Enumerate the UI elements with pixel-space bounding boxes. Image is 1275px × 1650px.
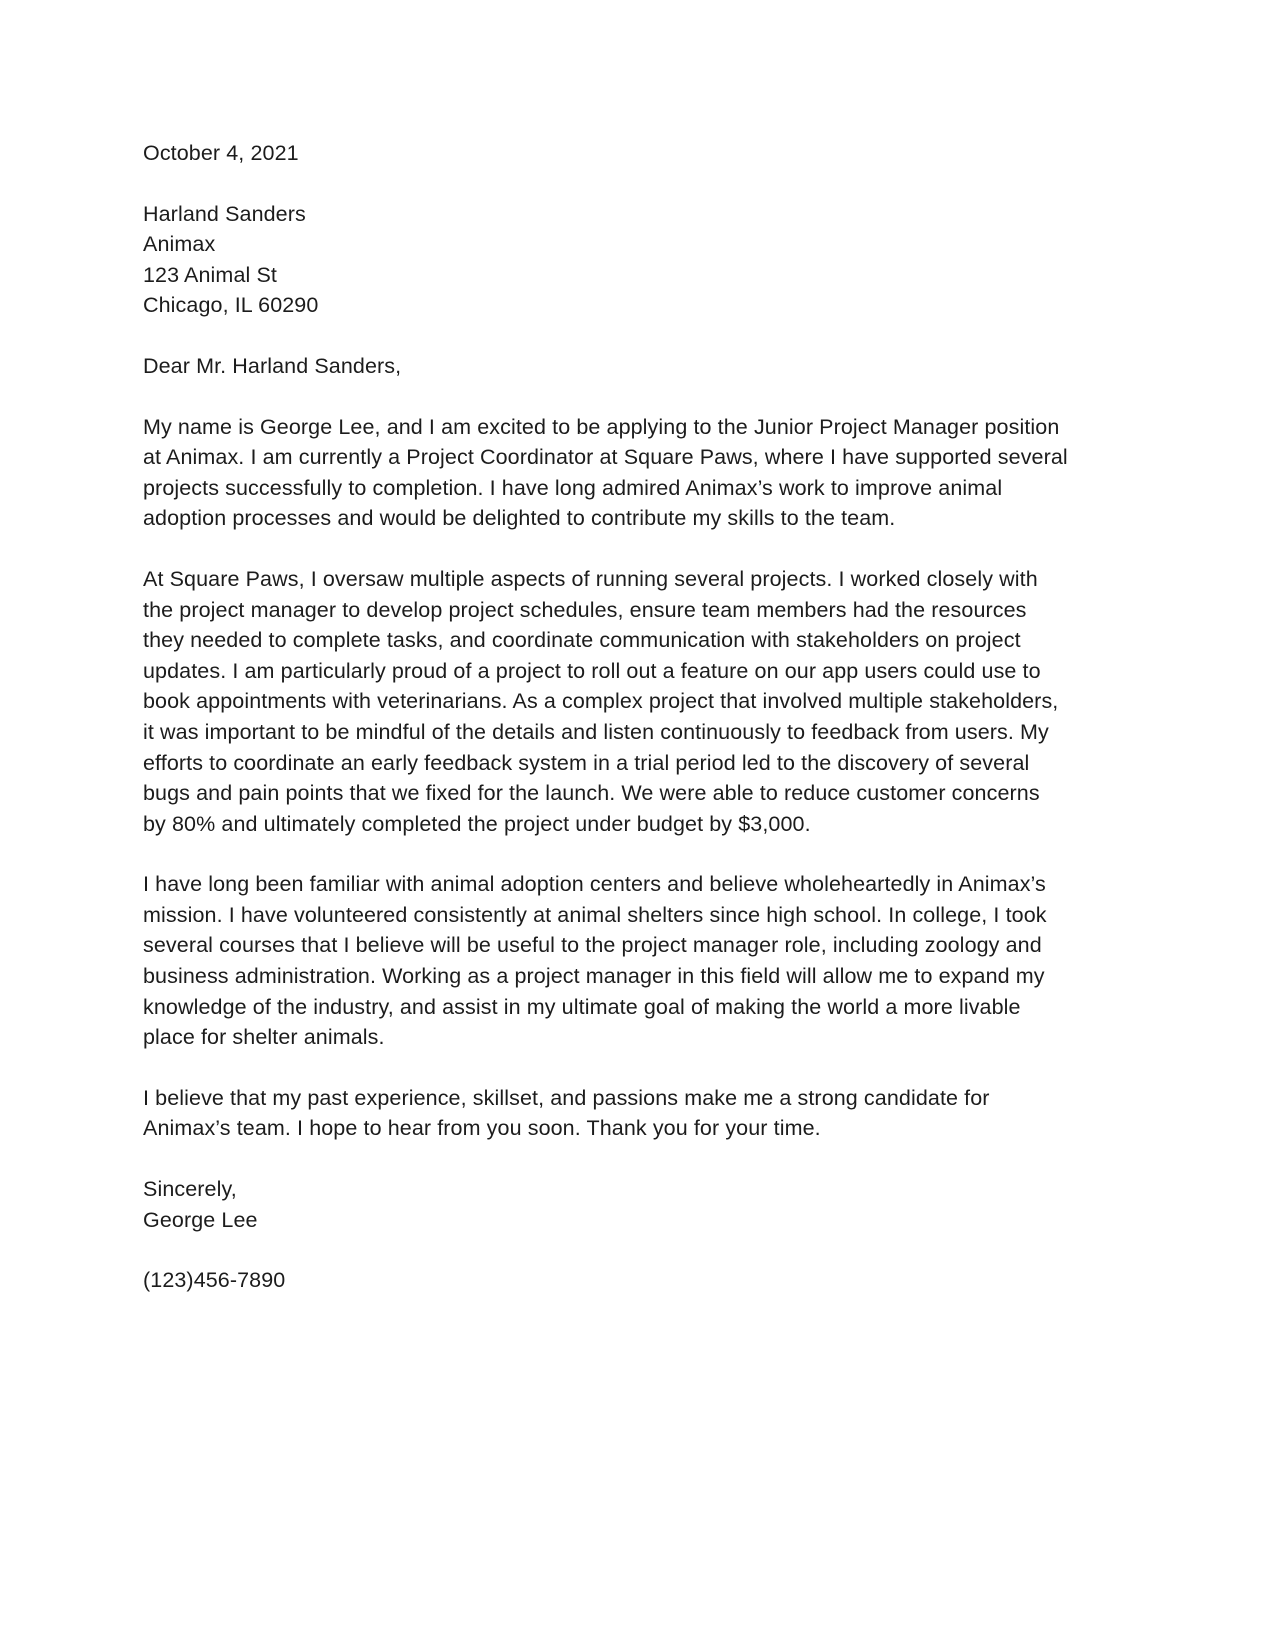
phone-number: (123)456-7890	[143, 1268, 286, 1293]
recipient-company: Animax	[143, 232, 216, 257]
date-block	[143, 138, 1068, 169]
recipient-city-state-zip: Chicago, IL 60290	[143, 293, 319, 318]
valediction: Sincerely,	[143, 1177, 237, 1202]
body-paragraph-2: At Square Paws, I oversaw multiple aspects of running several projects. I worked closely with the project manager to develop project schedules, ensure team members had the resources they needed to complete tasks, and coordinate communication with stakeholders on project updates. I am particularly proud of a project to roll out a feature on our app users could use to book appointments with veterinarians. As a complex project that involved multiple stakeholders, it was important to be mindful of the details and listen continuously to feedback from users. My efforts to coordinate an early feedback system in a trial period led to the discovery of several bugs and pain points that we fixed for the launch. We were able to reduce customer concerns by 80% and ultimately completed the project under budget by $3,000.	[143, 566, 1059, 836]
signer-name: George Lee	[143, 1207, 258, 1232]
letter-body	[143, 138, 1068, 1296]
closing-block	[143, 1174, 1068, 1235]
recipient-name: Harland Sanders	[143, 201, 306, 226]
body-paragraph-4: I believe that my past experience, skillset, and passions make me a strong candidate for Animax’s team. I hope to hear from you soon. Thank you for your time.	[143, 1085, 990, 1141]
salutation: Dear Mr. Harland Sanders,	[143, 353, 402, 378]
letter-date: October 4, 2021	[143, 141, 299, 165]
recipient-address-block	[143, 199, 1068, 321]
contact-phone-block	[143, 1265, 1068, 1296]
recipient-street: 123 Animal St	[143, 262, 277, 287]
body-paragraph-3: I have long been familiar with animal adoption centers and believe wholeheartedly in Animax’s mission. I have volunteered consistently at animal shelters since high school. In college, I took several courses that I believe will be useful to the project manager role, including zoology and business administration. Working as a project manager in this field will allow me to expand my knowledge of the industry, and assist in my ultimate goal of making the world a more livable place for shelter animals.	[143, 872, 1047, 1050]
body-paragraph-1: My name is George Lee, and I am excited to be applying to the Junior Project Manager position at Animax. I am currently a Project Coordinator at Square Paws, where I have supported several projects successfully to completion. I have long admired Animax’s work to improve animal adoption processes and would be delighted to contribute my skills to the team.	[143, 414, 1068, 531]
